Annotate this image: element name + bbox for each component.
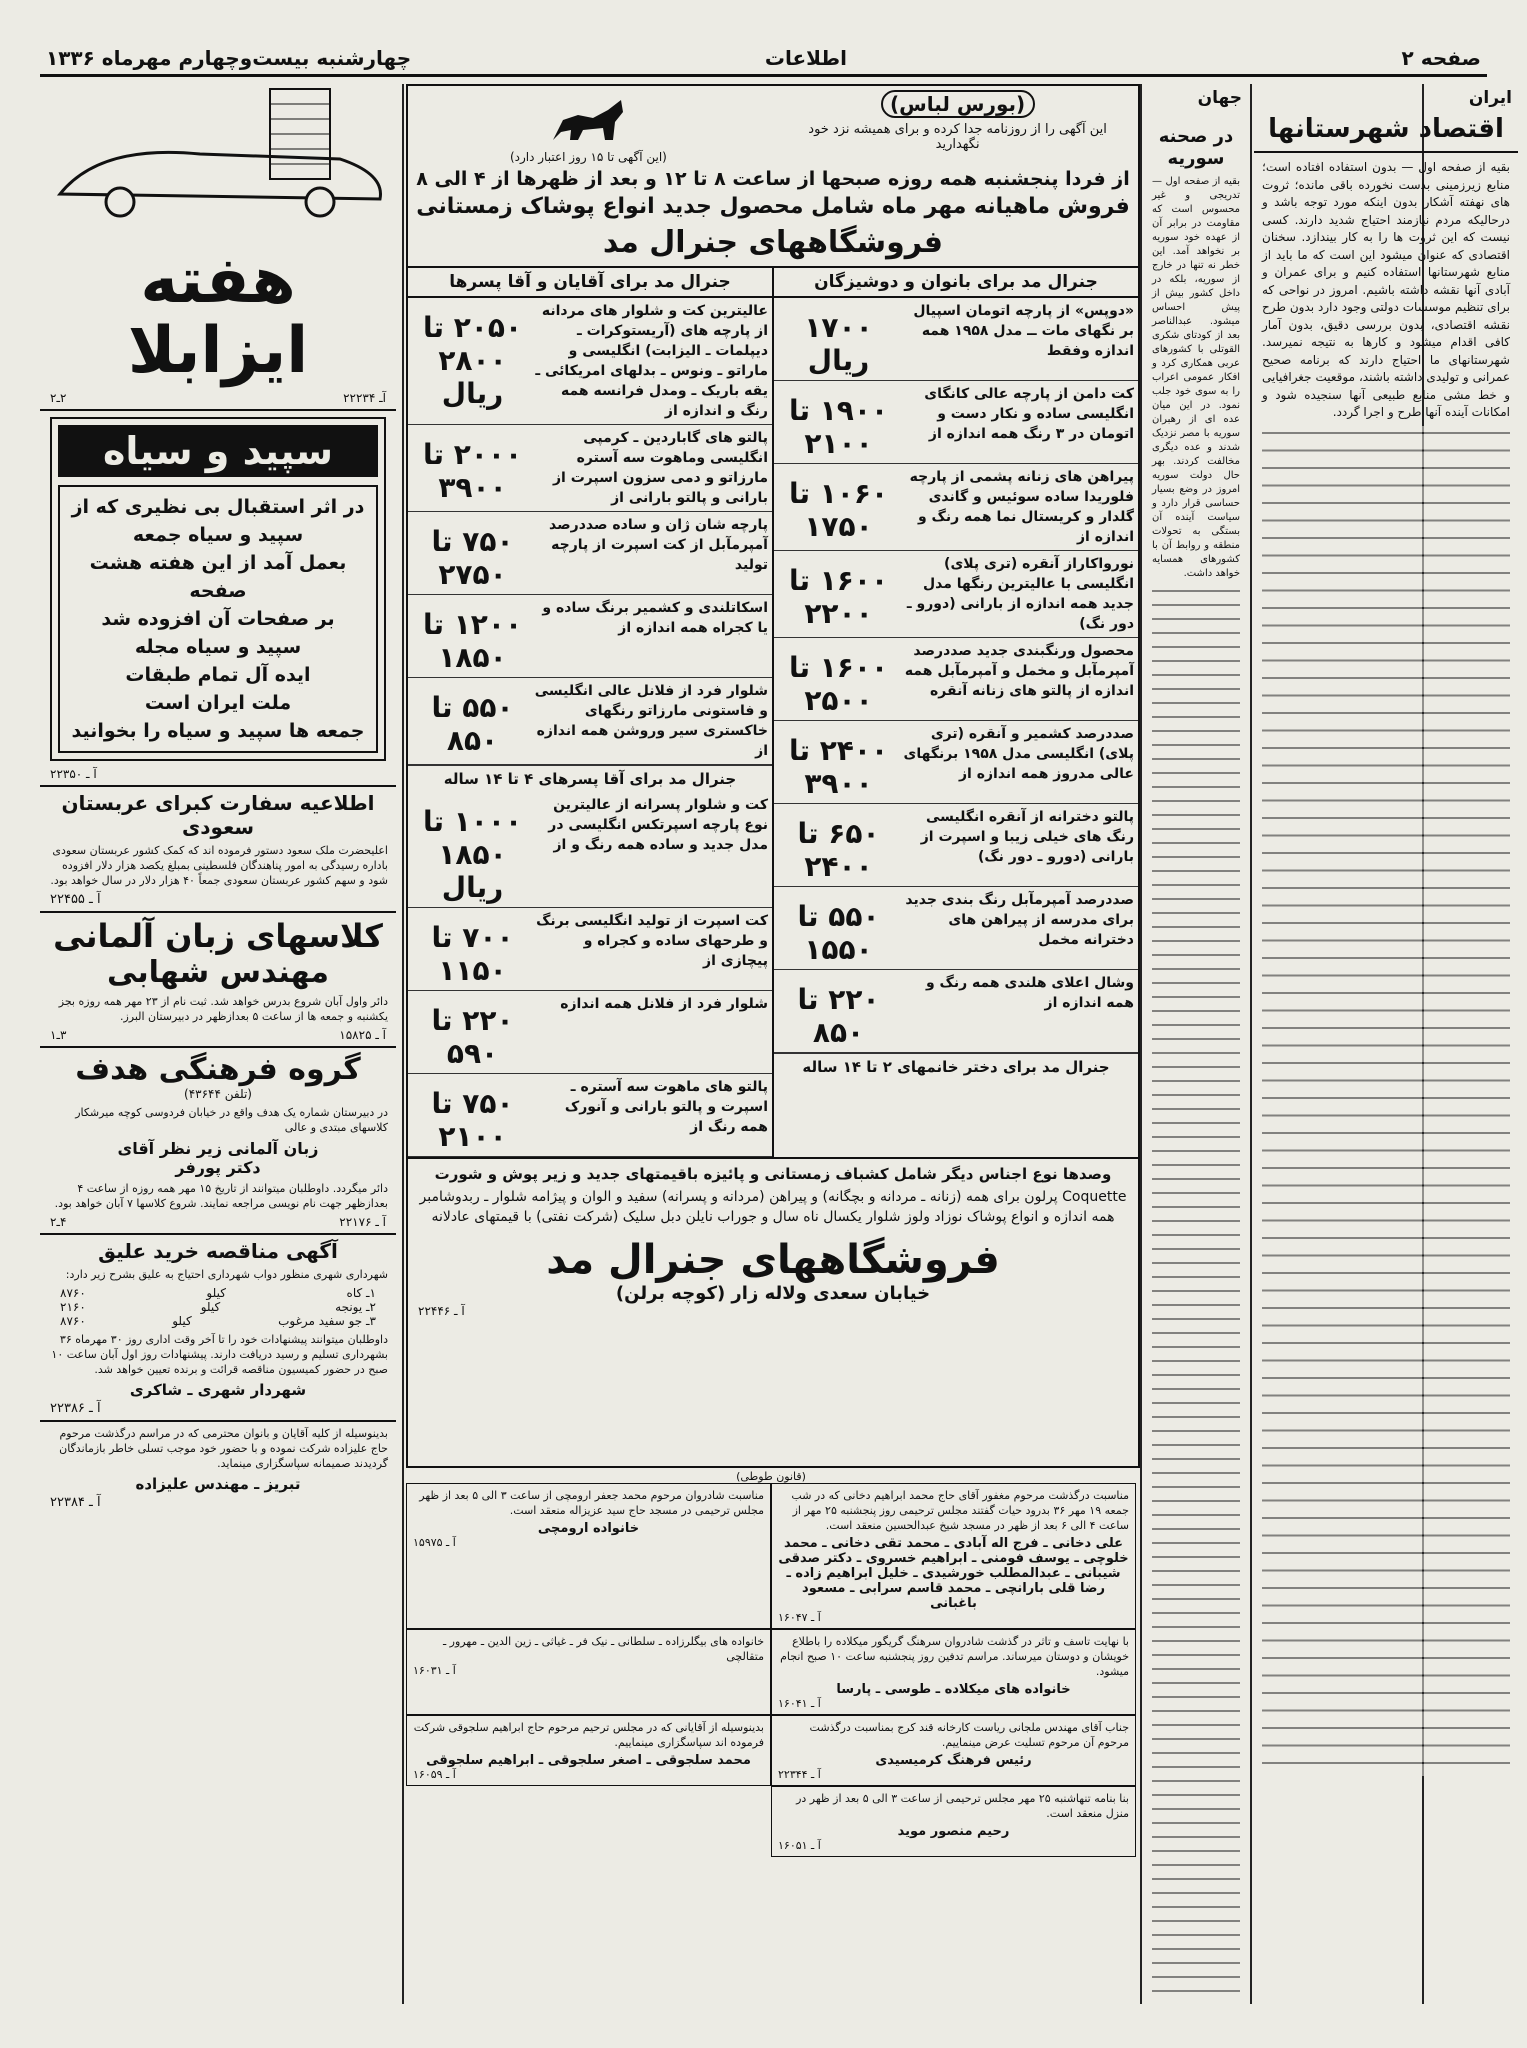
ad-code: آ ـ ۱۶۰۴۷ xyxy=(778,1611,821,1624)
thanks-signature: تبریز ـ مهندس علیزاده xyxy=(135,1474,301,1493)
ad-subtitle: (بورس لباس) xyxy=(881,90,1035,118)
article-body: بقیه از صفحه اول — تدریجی و غیر محسوس است که مقاومت در برابر آن از عهده خود سوریه بر نخواهد آمد. این خطر نه تنها در خارج از سوریه، بلکه در داخل کشور بیش از پیش احساس میشود. عبدالناصر بعد از کودتای شکری القوتلی با کشورهای عربی همکاری کرد و افکار عمومی اعراب را به سوی خود جلب نمود. در این میان عده ای از رهبران سوریه با مصر نزدیک شدند و عده دیگری مخالفت کردند. بهر حال دولت سوریه امروز در وضع بسیار حساسی قرار دارد و سیاست آینده آن بستگی به تحولات منطقه و روابط آن با کشورهای همسایه خواهد داشت. xyxy=(1152,176,1240,580)
boys-price-row xyxy=(408,792,772,908)
masthead xyxy=(40,44,1487,77)
obituary-names: علی دخانی ـ فرج اله آبادی ـ محمد تقی دخانی ـ محمد خلوچی ـ یوسف فومنی ـ ابراهیم خسروی ـ دکتر صدقی شیبانی ـ عبدالمطلب خورشیدی ـ خلیل ابراهیم زاده ـ رضا قلی بارانچی ـ محمد قاسم سرابی ـ مسعود باغبانی xyxy=(778,1536,1129,1611)
item-price: ۱۲۰۰ تا ۱۸۵۰ xyxy=(422,608,523,674)
obituary-notice xyxy=(771,1786,1136,1857)
item-price: ۱۷۰۰ ریال xyxy=(804,311,873,377)
tender-signature: شهردار شهری ـ شاکری xyxy=(129,1380,307,1399)
tender-item-field: کیلو xyxy=(206,1285,226,1300)
tender-items xyxy=(60,1286,376,1328)
boys-price-row xyxy=(408,991,772,1074)
item-price: ۱۰۶۰ تا ۱۷۵۰ xyxy=(788,477,889,543)
article-body-continued xyxy=(1152,585,1240,2000)
obituary-text: جناب آقای مهندس ملجانی ریاست کارخانه قند کرج بمناسبت درگذشت مرحوم آن مرحوم تسلیت عرض مینماییم. xyxy=(809,1721,1129,1749)
obituary-text: بنا بنامه تنهاشنبه ۲۵ مهر مجلس ترحیمی از ساعت ۳ الی ۵ بعد از ظهر در منزل منعقد است. xyxy=(796,1792,1129,1820)
left-ads-column xyxy=(40,84,396,2004)
sepid-ad-line: جمعه ها سپید و سیاه را بخوانید xyxy=(71,719,365,742)
lion-logo-icon xyxy=(543,90,633,150)
item-description: صددرصد آمپرمآبل رنگ بندی جدید برای مدرسه از پیراهن های دخترانه مخمل xyxy=(905,892,1134,948)
obituary-names: خانواده های میکلاده ـ طوسی ـ پارسا xyxy=(836,1682,1071,1697)
women-price-row xyxy=(774,464,1138,551)
men-price-row xyxy=(408,678,772,765)
item-price: ۲۴۰۰ تا ۳۹۰۰ xyxy=(788,734,889,800)
item-price: ۲۲۰ تا ۵۹۰ xyxy=(431,1004,514,1070)
hadaf-body: در دبیرستان شماره یک هدف واقع در خیابان فردوسی کوچه میرشکار کلاسهای مبتدی و عالی xyxy=(75,1105,388,1134)
obituaries-block xyxy=(406,1470,1136,2000)
item-description: کت دامن از پارچه عالی کانگای انگلیسی ساده و نکار دست و اتومان در ۳ رنگ همه اندازه از xyxy=(924,386,1134,442)
article-body-continued xyxy=(1262,426,1510,1776)
sepid-ad-line: ملت ایران است xyxy=(144,691,292,714)
column-rule xyxy=(1250,84,1252,2004)
hadaf-phone: (تلفن ۴۳۶۴۴) xyxy=(184,1086,252,1101)
item-description: وشال اعلای هلندی همه رنگ و همه اندازه از xyxy=(925,975,1134,1011)
obituary-notice xyxy=(406,1629,771,1715)
store-name: فروشگاههای جنرال مد xyxy=(602,225,944,260)
tender-item-field: ۲۱۶۰ xyxy=(60,1299,86,1314)
legal-label: (قانون طوطی) xyxy=(736,1470,806,1483)
tender-item-field: ۸۷۶۰ xyxy=(60,1313,86,1328)
sepid-ad-line: سپید و سیاه جمعه xyxy=(132,523,304,546)
item-price: ۱۰۰۰ تا ۱۸۵۰ ریال xyxy=(422,805,523,904)
thanks-body: بدینوسیله از کلیه آقایان و بانوان محترمی که در مراسم درگذشت مرحوم حاج علیزاده شرکت نموده و با حضور خود موجب تسلی خاطر بازماندگان گردیدند صمیمانه سپاسگزاری مینماید. xyxy=(59,1426,388,1470)
item-description: محصول ورنگبندی جدید صددرصد آمپرمآبل و مخمل و آمپرمآبل همه اندازه از پالتو های زنانه آنقره xyxy=(904,643,1134,699)
item-description: پیراهن های زنانه پشمی از پارچه فلوریدا ساده سوئیس و گاندی گلدار و کریستال نما همه رنگ و اندازه از xyxy=(909,469,1134,545)
tender-item xyxy=(60,1300,376,1314)
tender-item-field: کیلو xyxy=(172,1313,192,1328)
page-number: صفحه ۲ xyxy=(1401,46,1481,70)
women-price-row xyxy=(774,381,1138,464)
saudi-notice-body: اعلیحضرت ملک سعود دستور فرموده اند که کمک کشور عربستان سعودی باداره رسیدگی به امور پناهندگان فلسطینی بمبلغ یکصد هزار دلار افزوده شود و سهم کشور عربستان سعودی جمعاً ۴۰ هزار دلار در سال خواهد بود. xyxy=(50,843,388,887)
item-price: ۷۰۰ تا ۱۱۵۰ xyxy=(431,921,514,987)
german-class-title: کلاسهای زبان آلمانی xyxy=(53,916,383,955)
ad-code: آ ـ ۱۶۰۵۱ xyxy=(778,1839,821,1852)
obituary-notice xyxy=(771,1715,1136,1786)
item-description: «دوپس» از پارچه اتومان اسپیال بر نگهای مات ــ مدل ۱۹۵۸ همه اندازه وفقط xyxy=(913,303,1134,359)
men-section xyxy=(408,268,772,1157)
tender-item-field: ۳ـ جو سفید مرغوب xyxy=(278,1313,376,1328)
obituary-notice xyxy=(406,1715,771,1786)
ad-code: آ ـ ۲۲۳۸۴ xyxy=(50,1494,101,1510)
obituary-text: با نهایت تاسف و تاثر در گذشت شادروان سرهنگ گریگور میکلاده را باطلاع خویشان و دوستان میرساند. مراسم تدفین روز پنجشنبه ساعت ۱۰ صبح انجام میشود. xyxy=(780,1635,1129,1678)
saudi-notice-title: اطلاعیه سفارت کبرای عربستان سعودی xyxy=(61,790,375,839)
ad-code: آ ـ ۲۲۳۴۴ xyxy=(778,1768,821,1781)
boys-price-row xyxy=(408,1074,772,1157)
german-class-teacher: مهندس شهابی xyxy=(107,954,329,990)
ad-code: آ ـ ۱۶۰۵۹ xyxy=(413,1768,456,1781)
hadaf-subject: زبان آلمانی زیر نظر آقای xyxy=(117,1138,319,1158)
tender-item-field: ۸۷۶۰ xyxy=(60,1285,86,1300)
tender-item xyxy=(60,1286,376,1300)
women-price-row xyxy=(774,970,1138,1053)
item-description: شلوار فرد از فلانل همه اندازه xyxy=(560,996,768,1012)
ad-code: ۳ـ۱ xyxy=(50,1027,67,1042)
women-price-row xyxy=(774,638,1138,721)
ad-code: آ ـ ۲۲۴۴۶ xyxy=(418,1304,465,1318)
men-price-row xyxy=(408,512,772,595)
footer-store-name: فروشگاههای جنرال مد xyxy=(546,1237,1000,1283)
girls-heading: جنرال مد برای دختر خانمهای ۲ تا ۱۴ ساله xyxy=(774,1053,1138,1080)
men-price-row xyxy=(408,425,772,512)
item-price: ۵۵۰ تا ۱۵۵۰ xyxy=(797,900,880,966)
obituary-notice xyxy=(406,1483,771,1629)
ad-code: آ ـ ۲۲۱۷۶ xyxy=(339,1214,386,1229)
men-price-row xyxy=(408,595,772,678)
hours-line: از فردا پنجشنبه همه روزه صبحها از ساعت ۸ تا ۱۲ و بعد از ظهرها از ۴ الی ۸ xyxy=(416,168,1130,190)
women-section xyxy=(772,268,1138,1157)
obituary-notice xyxy=(771,1483,1136,1629)
sepid-logo: سپید و سیاه xyxy=(58,425,378,477)
obituary-names: رحیم منصور موید xyxy=(897,1824,1010,1839)
item-price: ۷۵۰ تا ۲۷۵۰ xyxy=(431,525,514,591)
german-class-body: دائر واول آبان شروع بدرس خواهد شد. ثبت نام از ۲۳ مهر همه روزه بجز یکشنبه و جمعه ها از ساعت ۵ بعدازظهر در دبیرستان البرز. xyxy=(58,994,388,1023)
israel-ad-title: هفته ایزابلا xyxy=(127,244,309,389)
tender-item-field: ۲ـ یونجه xyxy=(335,1299,376,1314)
item-description: کت اسپرت از تولید انگلیسی برنگ و طرحهای ساده و کجراه و پیچازی از xyxy=(536,913,768,969)
item-price: ۱۶۰۰ تا ۲۲۰۰ xyxy=(788,564,889,630)
ad-code: ۴ـ۲ xyxy=(50,1214,67,1229)
article-body: بقیه از صفحه اول — بدون استفاده افتاده است؛ منابع زیرزمینی بدست نخورده باقی مانده؛ ثروت های نهفته آشکار بدون اینکه مورد توجه باشد و درحالیکه مردم نیازمند احتیاج شدید دارند. کسی نیست که این ثروت ها را به کار بیندازد. سخنان اقتصادی که عنوان میشود این است که ما باید از منابع شهرستانها استفاده کنیم و برای عمران و آبادی آنها نقشه داشته باشیم. امروز در نواحی که برای تنظیم موسسات دولتی وجود دارد بدون طرح نقشه اقتصادی، بدون بررسی دقیق، بدون آمار کافی اقدام میشود و کارها به نتیجه نمیرسد. شهرستانهای ما احتیاج دارند که برنامه صحیح عمرانی و تولیدی داشته باشند، موقعیت جغرافیایی و خط مشی منابع طبیعی آنها سنجیده شود و امکانات آینده آنها طرح و اجرا گردد. xyxy=(1262,160,1510,420)
item-price: ۵۵۰ تا ۸۵۰ xyxy=(431,691,514,757)
tender-item-field: ۱ـ کاه xyxy=(346,1285,376,1300)
item-price: ۲۰۰۰ تا ۳۹۰۰ xyxy=(422,438,523,504)
obituary-text: خانواده های بیگلرزاده ـ سلطانی ـ نیک فر ـ غیاثی ـ زین الدین ـ مهرور ـ متقالچی xyxy=(442,1635,764,1663)
ad-code: آ ـ ۱۵۸۲۵ xyxy=(339,1027,386,1042)
item-price: ۲۰۵۰ تا ۲۸۰۰ ریال xyxy=(422,311,523,410)
iran-economy-article xyxy=(1254,84,1518,2004)
tender-title: آگهی مناقصه خرید علیق xyxy=(98,1238,338,1263)
men-price-row xyxy=(408,298,772,425)
ad-code: آ ـ ۲۲۴۵۵ xyxy=(50,891,101,907)
tender-item xyxy=(60,1314,376,1328)
men-price-list xyxy=(408,298,772,765)
boys-price-list xyxy=(408,792,772,1157)
article-headline: اقتصاد شهرستانها xyxy=(1254,114,1518,153)
sale-line: فروش ماهیانه مهر ماه شامل محصول جدید انواع پوشاک زمستانی xyxy=(416,194,1130,219)
general-mode-ad xyxy=(406,84,1140,1468)
ad-code: ۲ـ۲ xyxy=(50,390,67,405)
item-description: شلوار فرد از فلانل عالی انگلیسی و فاستونی مارزاتو رنگهای خاکستری سیر وروشن همه اندازه از xyxy=(534,683,768,759)
footer-line-1: وصدها نوع اجناس دیگر شامل کشباف زمستانی و پائیزه باقیمتهای جدید و زیر پوش و شورت xyxy=(434,1165,1112,1183)
women-price-row xyxy=(774,721,1138,804)
tender-item-field: کیلو xyxy=(200,1299,221,1314)
ad-code: آ ـ ۲۲۳۵۰ xyxy=(50,766,97,781)
article-headline: در صحنه سوریه xyxy=(1158,126,1234,169)
sepid-ad-line: ایده آل تمام طبقات xyxy=(125,663,311,686)
boys-heading: جنرال مد برای آقا پسرهای ۴ تا ۱۴ ساله xyxy=(408,765,772,792)
sepid-ad-line: بر صفحات آن افزوده شد xyxy=(101,607,335,630)
ad-code: آ ـ ۱۶۰۴۱ xyxy=(778,1697,821,1710)
item-description: صددرصد کشمیر و آنقره (تری پلای) انگلیسی مدل ۱۹۵۸ برنگهای عالی مدروز همه اندازه از xyxy=(903,726,1134,782)
women-heading: جنرال مد برای بانوان و دوشیزگان xyxy=(774,268,1138,298)
tender-body: داوطلبان میتوانند پیشنهادات خود را تا آخر وقت اداری روز ۳۰ مهرماه ۳۶ بشهرداری تسلیم و رسید دریافت دارند. پیشنهادات روز اول آبان ساعت ۱۰ صبح در حضور کمیسیون مناقصه قرائت و برنده تعیین خواهد شد. xyxy=(51,1332,388,1376)
footer-line-2: Coquette پرلون برای همه (زنانه ـ مردانه و بچگانه) و پیراهن (مردانه و پسرانه) سفید و الوان و پیژامه شلوار ـ ربدوشامبر همه اندازه و انواع پوشاک نوزاد ولوز شلوار یکسال ناه سال و جوراب نایلن دبل سلیک (شرکت نفتی) با قیمتهای عادلانه xyxy=(419,1189,1127,1225)
item-price: ۶۵۰ تا ۲۴۰۰ xyxy=(797,817,880,883)
footer-address: خیابان سعدی ولاله زار (کوچه برلن) xyxy=(615,1283,931,1304)
item-price: ۲۲۰ تا ۸۵۰ xyxy=(797,983,880,1049)
item-description: پالتو های ماهوت سه آستره ـ اسپرت و پالتو بارانی و آنورک همه رنگ از xyxy=(564,1079,768,1135)
women-price-row xyxy=(774,804,1138,887)
obituary-list xyxy=(406,1483,1136,1857)
men-heading: جنرال مد برای آقایان و آقا پسرها xyxy=(408,268,772,298)
ad-code: آ ـ ۱۶۰۳۱ xyxy=(413,1664,456,1677)
column-rule xyxy=(1140,84,1142,2004)
obituary-notice xyxy=(771,1629,1136,1715)
item-description: پالتو دخترانه از آنقره انگلیسی رنگ های خیلی زیبا و اسپرت از بارانی (دورو ـ دور نگ) xyxy=(920,809,1134,865)
sepid-ad-line: سپید و سیاه مجله xyxy=(134,635,302,658)
car-building-illustration-icon xyxy=(40,84,396,234)
item-price: ۱۹۰۰ تا ۲۱۰۰ xyxy=(788,394,889,460)
ad-code: آ ـ ۲۲۳۸۶ xyxy=(50,1400,101,1416)
obituary-text: مناسبت شادروان مرحوم محمد جعفر ارومچی از ساعت ۳ الی ۵ بعد از ظهر مجلس ترحیمی در مسجد حاج سید عزیزاله منعقد است. xyxy=(419,1489,764,1517)
clip-note: این آگهی را از روزنامه جدا کرده و برای همیشه نزد خود نگهدارید xyxy=(808,122,1107,152)
hadaf-teacher: دکتر پورفر xyxy=(175,1157,261,1177)
women-price-list xyxy=(774,298,1138,1053)
world-article xyxy=(1144,120,1248,2000)
hadaf-detail: دائر میگردد. داوطلبان میتوانند از تاریخ ۱۵ مهر همه روزه از ساعت ۴ بعدازظهر جهت نام نویسی مراجعه نمایند. شروع کلاسها ۷ آبان خواهد بود. xyxy=(54,1181,388,1210)
obituary-text: مناسبت درگذشت مرحوم مغفور آقای حاج محمد ابراهیم دخانی که در شب جمعه ۱۹ مهر ۳۶ بدرود حیات گفتند مجلس ترحیمی روز پنجشنبه ۲۵ مهر از ساعت ۴ الی ۶ بعد از ظهر در مسجد شیخ عبدالحسین منعقد است. xyxy=(791,1489,1129,1532)
women-price-row xyxy=(774,551,1138,638)
sepid-ad-line: بعمل آمد از این هفته هشت صفحه xyxy=(89,551,347,602)
sepid-ad-lines xyxy=(58,485,378,753)
sepid-ad-line: در اثر استقبال بی نظیری که از xyxy=(71,495,365,518)
women-price-row xyxy=(774,887,1138,970)
item-description: اسکاتلندی و کشمیر برنگ ساده و یا کجراه همه اندازه از xyxy=(542,600,768,636)
obituary-names: خانواده ارومچی xyxy=(537,1521,640,1536)
column-rule xyxy=(402,84,404,2004)
item-description: نورواکاراز آنقره (تری پلای) انگلیسی با عالیترین رنگها مدل جدید همه اندازه از بارانی (دورو ـ دور نگ) xyxy=(906,556,1134,632)
paper-name: اطلاعات xyxy=(764,46,847,70)
section-label: ایران xyxy=(1468,88,1512,108)
date-line: چهارشنبه بیست‌وچهارم مهرماه ۱۳۳۶ xyxy=(46,46,412,70)
women-price-row xyxy=(774,298,1138,381)
item-price: ۱۶۰۰ تا ۲۵۰۰ xyxy=(788,651,889,717)
item-description: عالیترین کت و شلوار های مردانه از پارچه های (آریستوکرات ـ دیپلمات ـ الیزابت) انگلیسی و ماراتو ـ ونوس ـ بدلهای امریکائی ـ یقه باریک ـ ومدل فرانسه همه رنگ و اندازه از xyxy=(535,303,768,419)
obituary-text: بدینوسیله از آقایانی که در مجلس ترحیم مرحوم حاج ابراهیم سلجوقی شرکت فرموده اند سپاسگزاری مینماییم. xyxy=(413,1721,764,1749)
item-description: کت و شلوار پسرانه از عالیترین نوع پارچه اسپرتکس انگلیسی در مدل جدید و ساده همه رنگ و از xyxy=(548,797,768,853)
ad-code: آ ـ ۱۵۹۷۵ xyxy=(413,1536,456,1549)
tender-intro: شهرداری شهری منظور دواب شهرداری احتیاج به علیق بشرح زیر دارد: xyxy=(65,1267,388,1281)
item-description: پالتو های گاباردین ـ کرمپی انگلیسی وماهوت سه آستره مارزاتو و دمی سزون اسپرت از بارانی و پالتو بارانی از xyxy=(552,430,768,506)
section-label: جهان xyxy=(1197,88,1242,108)
boys-price-row xyxy=(408,908,772,991)
coupon-note: (این آگهی تا ۱۵ روز اعتبار دارد) xyxy=(509,150,667,164)
item-price: ۷۵۰ تا ۲۱۰۰ xyxy=(431,1087,514,1153)
item-description: پارچه شان ژان و ساده صددرصد آمپرمآبل از کت اسپرت از پارچه تولید xyxy=(549,517,768,573)
obituary-names: محمد سلجوقی ـ اصغر سلجوقی ـ ابراهیم سلجوقی xyxy=(426,1753,751,1768)
obituary-names: رئیس فرهنگ کرمیسیدی xyxy=(875,1753,1032,1768)
ad-code: آـ ۲۲۲۳۴ xyxy=(343,390,386,405)
hadaf-title: گروه فرهنگی هدف xyxy=(75,1051,361,1087)
